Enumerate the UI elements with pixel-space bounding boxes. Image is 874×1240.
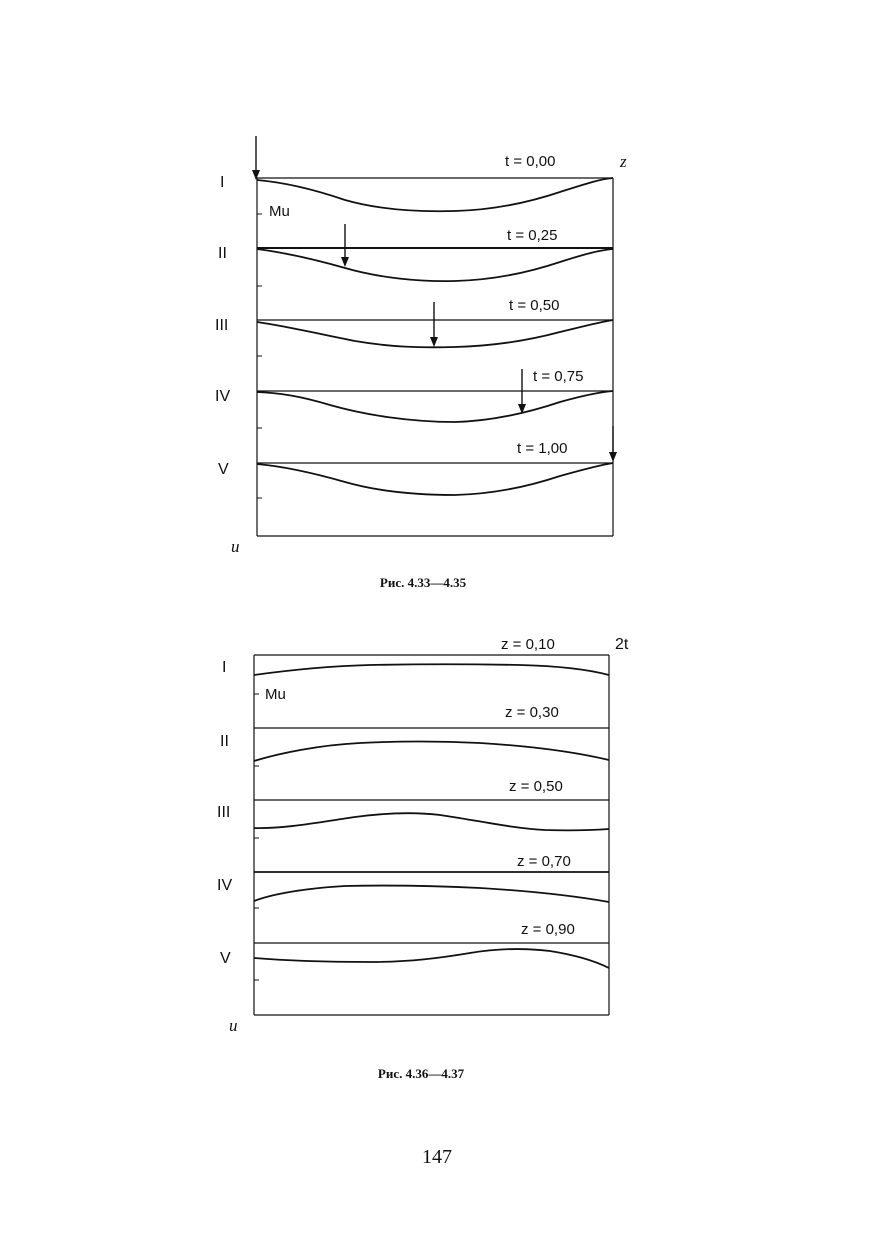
- fig1-time-label-4: t = 0,75: [533, 368, 584, 385]
- fig2-roman-4: IV: [217, 877, 233, 894]
- fig2-axis-2t: 2t: [615, 636, 629, 653]
- fig2-roman-1: I: [222, 659, 227, 676]
- fig1-roman-1: I: [220, 174, 225, 191]
- fig1-roman-2: II: [218, 245, 227, 262]
- fig2-curve-4: [254, 886, 609, 902]
- fig2-caption: Рис. 4.36—4.37: [377, 1066, 465, 1081]
- fig2-z-label-1: z = 0,10: [501, 636, 555, 653]
- fig1-time-label-3: t = 0,50: [509, 297, 560, 314]
- fig2-curve-label: Mu: [265, 686, 286, 703]
- fig2-curve-2: [254, 742, 609, 762]
- fig2-ticks: [254, 694, 259, 980]
- fig2-roman-3: III: [217, 804, 231, 821]
- fig2-roman-5: V: [220, 950, 231, 967]
- fig1-roman-5: V: [218, 461, 229, 478]
- fig2-axis-u: u: [229, 1016, 238, 1035]
- fig1-roman-4: IV: [215, 388, 231, 405]
- fig2-roman-2: II: [220, 733, 229, 750]
- fig2-curve-1: [254, 664, 609, 675]
- fig1-caption: Рис. 4.33—4.35: [379, 575, 467, 590]
- fig1-time-label-5: t = 1,00: [517, 440, 568, 457]
- fig1-time-label-1: t = 0,00: [505, 153, 556, 170]
- fig2-z-label-3: z = 0,50: [509, 778, 563, 795]
- fig2-z-label-4: z = 0,70: [517, 853, 571, 870]
- fig2-z-label-5: z = 0,90: [521, 921, 575, 938]
- page-number: 147: [422, 1146, 452, 1168]
- fig1-curve-label: Mu: [269, 203, 290, 220]
- fig1-roman-3: III: [215, 317, 229, 334]
- fig2-curve-3: [254, 813, 609, 830]
- fig1-axis-u: u: [231, 537, 240, 556]
- fig2-z-label-2: z = 0,30: [505, 704, 559, 721]
- fig1-axis-z: z: [620, 152, 627, 171]
- fig1-time-label-2: t = 0,25: [507, 227, 558, 244]
- fig2-baselines: [254, 655, 609, 943]
- fig2-curve-5: [254, 949, 609, 968]
